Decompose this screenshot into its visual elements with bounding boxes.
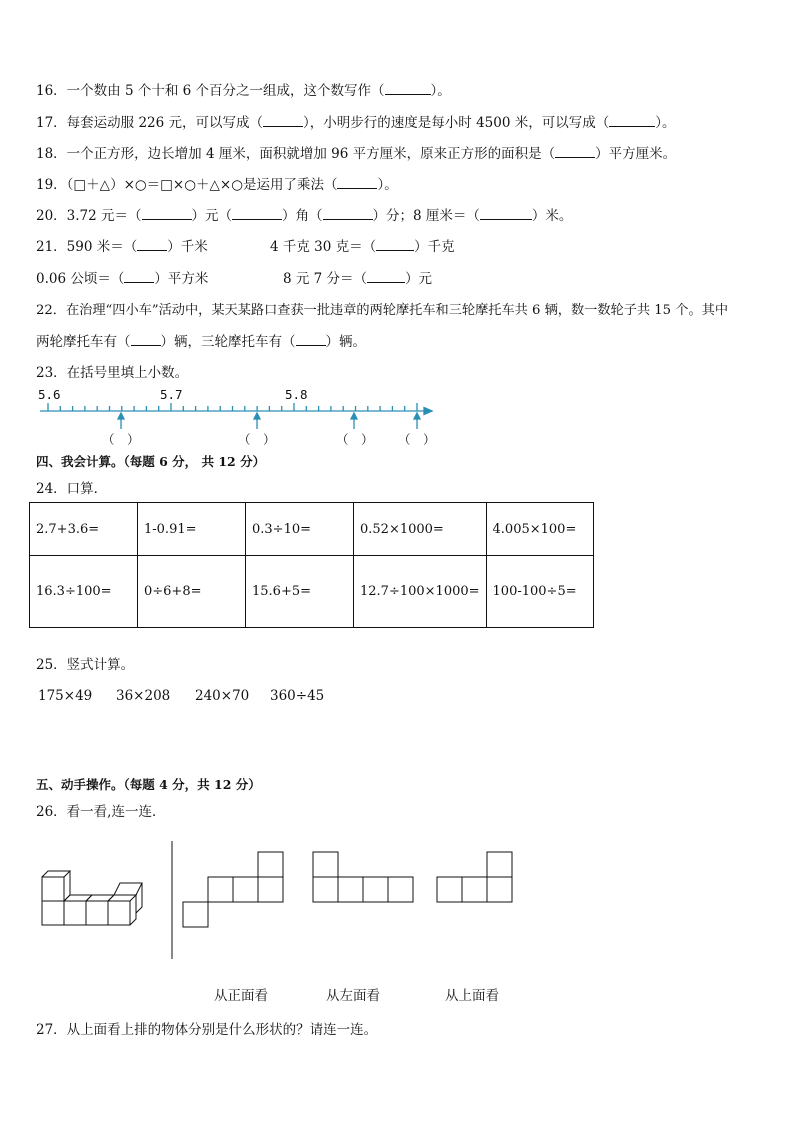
answer-blank[interactable]: [385, 82, 431, 95]
answer-blank[interactable]: [555, 145, 595, 158]
table-cell: 100-100÷5=: [486, 556, 593, 628]
answer-bracket[interactable]: （ ）: [102, 432, 140, 447]
answer-blank[interactable]: [376, 238, 414, 251]
question-21b: 4 千克 30 克＝（ ）千克: [270, 239, 455, 255]
question-18: 18．一个正方形，边长增加 4 厘米，面积就增加 96 平方厘米，原来正方形的面积是（ ）平方厘米。: [36, 146, 677, 162]
answer-blank[interactable]: [337, 176, 377, 189]
table-row: [30, 503, 594, 556]
question-22-line1: 22．在治理“四小车”活动中，某天某路口查获一批违章的两轮摩托车和三轮摩托车共 6 辆，数一数轮子共 15 个。其中: [36, 303, 729, 318]
answer-blank[interactable]: [124, 270, 154, 283]
answer-blank[interactable]: [142, 207, 192, 220]
number-line-label: 5.8: [285, 387, 308, 402]
cube-figures: [30, 835, 530, 965]
question-20: 20．3.72 元＝（ ）元（ ）角（ ）分；8 厘米＝（ ）米。: [36, 208, 573, 224]
vertical-calc-item: 175×49: [38, 688, 93, 704]
section-5-title: 五、动手操作。（每题 4 分，共 12 分）: [36, 777, 261, 792]
question-21d: 8 元 7 分＝（ ）元: [283, 271, 433, 287]
answer-blank[interactable]: [609, 114, 655, 127]
table-cell: 16.3÷100=: [30, 556, 138, 628]
pointer-arrowhead: [414, 413, 420, 419]
question-25-title: 25．竖式计算。: [36, 657, 135, 673]
answer-blank[interactable]: [137, 238, 167, 251]
answer-bracket[interactable]: （ ）: [336, 432, 374, 447]
answer-blank[interactable]: [131, 333, 161, 346]
table-cell: 12.7÷100×1000=: [354, 556, 487, 628]
pointer-arrowhead: [118, 413, 124, 419]
pointer-arrowhead: [254, 413, 260, 419]
view-figure-2: [313, 852, 413, 902]
answer-blank[interactable]: [480, 207, 532, 220]
table-cell: 2.7+3.6=: [30, 503, 138, 556]
question-22-line2: 两轮摩托车有（ ）辆，三轮摩托车有（ ）辆。: [36, 334, 366, 350]
answer-blank[interactable]: [296, 333, 326, 346]
number-line-label: 5.7: [160, 387, 183, 402]
view-label-top: 从上面看: [445, 988, 499, 1004]
answer-bracket[interactable]: （ ）: [238, 432, 276, 447]
question-24-title: 24．口算．: [36, 481, 108, 497]
mental-math-table: [29, 502, 594, 628]
question-21c: 0.06 公顷＝（ ）平方米: [36, 271, 209, 287]
question-21a: 21．590 米＝（ ）千米: [36, 239, 208, 255]
view-figure-3: [437, 852, 512, 902]
table-row: [30, 556, 594, 628]
table-cell: 0.3÷10=: [246, 503, 354, 556]
cube-solid-figure: [42, 871, 142, 925]
view-figure-1: [183, 852, 283, 927]
pointer-arrowhead: [351, 413, 357, 419]
question-19: 19．（□＋△）×○＝□×○＋△×○是运用了乘法（ ）。: [36, 177, 398, 193]
table-cell: 15.6+5=: [246, 556, 354, 628]
view-label-front: 从正面看: [214, 988, 268, 1004]
answer-blank[interactable]: [232, 207, 282, 220]
section-4-title: 四、我会计算。（每题 6 分， 共 12 分）: [36, 454, 266, 469]
table-cell: 1-0.91=: [138, 503, 246, 556]
table-cell: 4.005×100=: [486, 503, 593, 556]
question-23-title: 23．在括号里填上小数。: [36, 365, 189, 381]
question-16: 16．一个数由 5 个十和 6 个百分之一组成，这个数写作（ ）。: [36, 83, 451, 99]
answer-blank[interactable]: [367, 270, 405, 283]
view-label-left: 从左面看: [326, 988, 380, 1004]
answer-bracket[interactable]: （ ）: [398, 432, 436, 447]
question-26-title: 26．看一看,连一连．: [36, 804, 166, 820]
question-17: 17．每套运动服 226 元，可以写成（ ），小明步行的速度是每小时 4500 米，可以写成（ ）。: [36, 115, 676, 131]
table-cell: 0÷6+8=: [138, 556, 246, 628]
vertical-calc-item: 36×208: [116, 688, 171, 704]
question-27-title: 27．从上面看上排的物体分别是什么形状的？请连一连。: [36, 1022, 378, 1038]
answer-blank[interactable]: [323, 207, 373, 220]
number-line: [30, 384, 450, 454]
table-cell: 0.52×1000=: [354, 503, 487, 556]
answer-blank[interactable]: [263, 114, 303, 127]
vertical-calc-item: 240×70: [195, 688, 250, 704]
vertical-calc-item: 360÷45: [270, 688, 325, 704]
number-line-label: 5.6: [38, 387, 61, 402]
axis-arrowhead: [424, 408, 432, 415]
